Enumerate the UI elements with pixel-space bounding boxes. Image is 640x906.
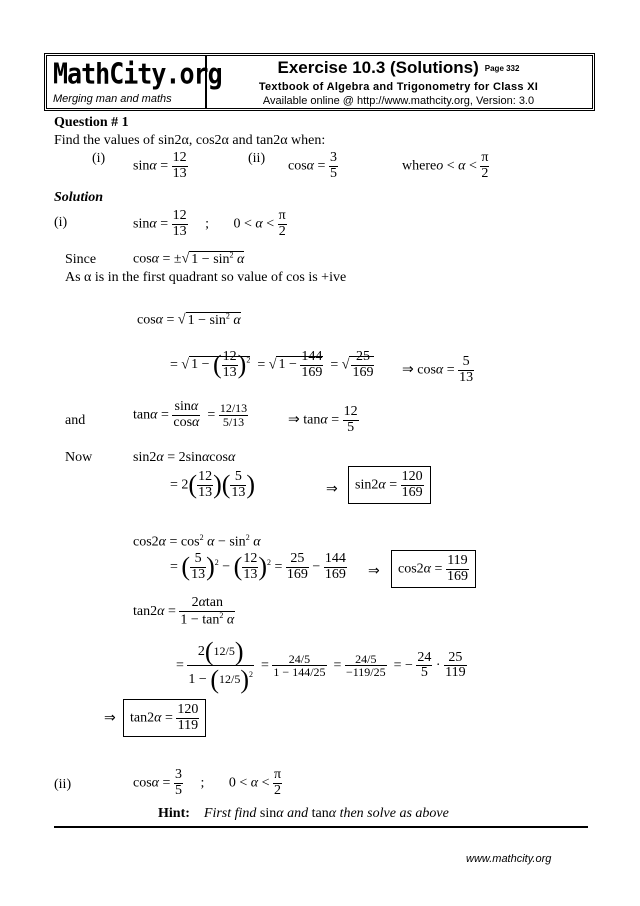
and-label: and (65, 413, 86, 428)
now-label: Now (65, 450, 93, 465)
document-header (44, 53, 595, 111)
cos-formula: cosα = √ $1 - \sin^2 \alpha$ (137, 311, 241, 328)
prompt-text: Find the values of sin2α, cos2α and tan2α when: (54, 133, 326, 148)
given-range: whereo < α < $\frac{\pi}{2}$ (402, 150, 489, 181)
question-heading: Question # 1 (54, 115, 129, 130)
tan2a-arrow: ⇒ (104, 711, 116, 726)
exercise-title-text: Exercise 10.3 (Solutions) (277, 58, 479, 77)
part-i-label: (i) (92, 151, 106, 166)
exercise-title (205, 58, 592, 78)
bottom-rule (54, 826, 588, 828)
cos2a-computation: = ( $\frac{5}{13}$ )$^2$ − ( $\frac{12}{13}$ )$^2$ = $\frac{25}{169}$ − $\frac{144}{169}$ (170, 551, 346, 582)
cos2a-formula: $\cos 2\alpha = \cos^2 \alpha - \sin^2 \alpha$ (133, 533, 261, 550)
tan-result: ⇒ tanα = $\frac{12}{5}$ (288, 404, 358, 435)
hint-line: Hint: First find sinα and tanα then solve as above (158, 806, 449, 821)
question-prompt (54, 133, 325, 149)
cos2a-result-box: cos2α = $\frac{119}{169}$ (391, 550, 476, 588)
tan2a-computation: = $\frac{2(12/5)}{1 - (12/5)^2}$ = $\frac{24/5}{1 - 144/25}$ = $\frac{24/5}{-119/25}$ = − $\frac{24}{5}$ · $\frac{25}{119}$ (176, 637, 466, 695)
part-i-solution-label: (i) (54, 215, 68, 230)
footer-url[interactable]: www.mathcity.org (466, 853, 552, 865)
logo-tagline: Merging man and maths (53, 93, 172, 105)
given-sin: sinα = $\frac{12}{13}$ (133, 150, 187, 181)
frac-12-13: $\frac{12}{13}$ (172, 150, 187, 181)
mathcity-logo: MathCity.org (53, 57, 222, 91)
cos2a-arrow: ⇒ (368, 564, 380, 579)
cos-computation: = √ 1 − ( $\frac{12}{13}$ )$^2$ = √ 1 − $\frac{144}{169}$ = √ $\frac{25}{169}$ (170, 349, 374, 380)
given-line (92, 151, 105, 167)
sin2a-arrow: ⇒ (326, 482, 338, 497)
tan2a-result-box: tan2α = $\frac{120}{119}$ (123, 699, 206, 737)
hint-label: Hint: (158, 806, 190, 821)
logo-box (47, 56, 222, 108)
online-note: Available online @ http://www.mathcity.org, Version: 3.0 (262, 95, 535, 107)
sin2a-computation: = 2( $\frac{12}{13}$ )( $\frac{5}{13}$ ) (170, 469, 256, 500)
sin2a-formula: sin2α = 2sinαcosα (133, 450, 236, 465)
tan2a-formula: tan2α = $\frac{2\alpha\tan}{1 - \tan^2 \alpha}$ (133, 595, 235, 628)
frac-3-5: $\frac{3}{5}$ (329, 150, 337, 181)
solution-heading: Solution (54, 190, 104, 205)
page-number: Page 332 (484, 64, 520, 74)
cos-result: ⇒ cosα = $\frac{5}{13}$ (402, 354, 474, 385)
sin2a-result-box: sin2α = $\frac{120}{169}$ (348, 466, 431, 504)
identity-cos: cosα = ±√ $1 - \sin^2 \alpha$ (133, 250, 245, 267)
given-ii-label: (ii) (248, 151, 266, 166)
hint-text: then solve as above (339, 806, 449, 821)
sol-ii-given: cosα = $\frac{3}{5}$ ; 0 < α < $\frac{\pi}{2}$ (133, 767, 282, 798)
book-title: Textbook of Algebra and Trigonometry for Class XI (258, 81, 539, 93)
given-cos: cosα = $\frac{3}{5}$ (288, 150, 337, 181)
sol-i-given: sinα = $\frac{12}{13}$ ; 0 < α < $\frac{\pi}{2}$ (133, 208, 286, 239)
part-ii-solution-label: (ii) (54, 777, 72, 792)
since-label: Since (65, 252, 97, 267)
tan-formula: tanα = $\frac{\sin\alpha}{\cos\alpha}$ = $\frac{12/13}{5/13}$ (133, 399, 248, 430)
quadrant-note: As α is in the first quadrant so value of cos is +ive (65, 270, 347, 285)
